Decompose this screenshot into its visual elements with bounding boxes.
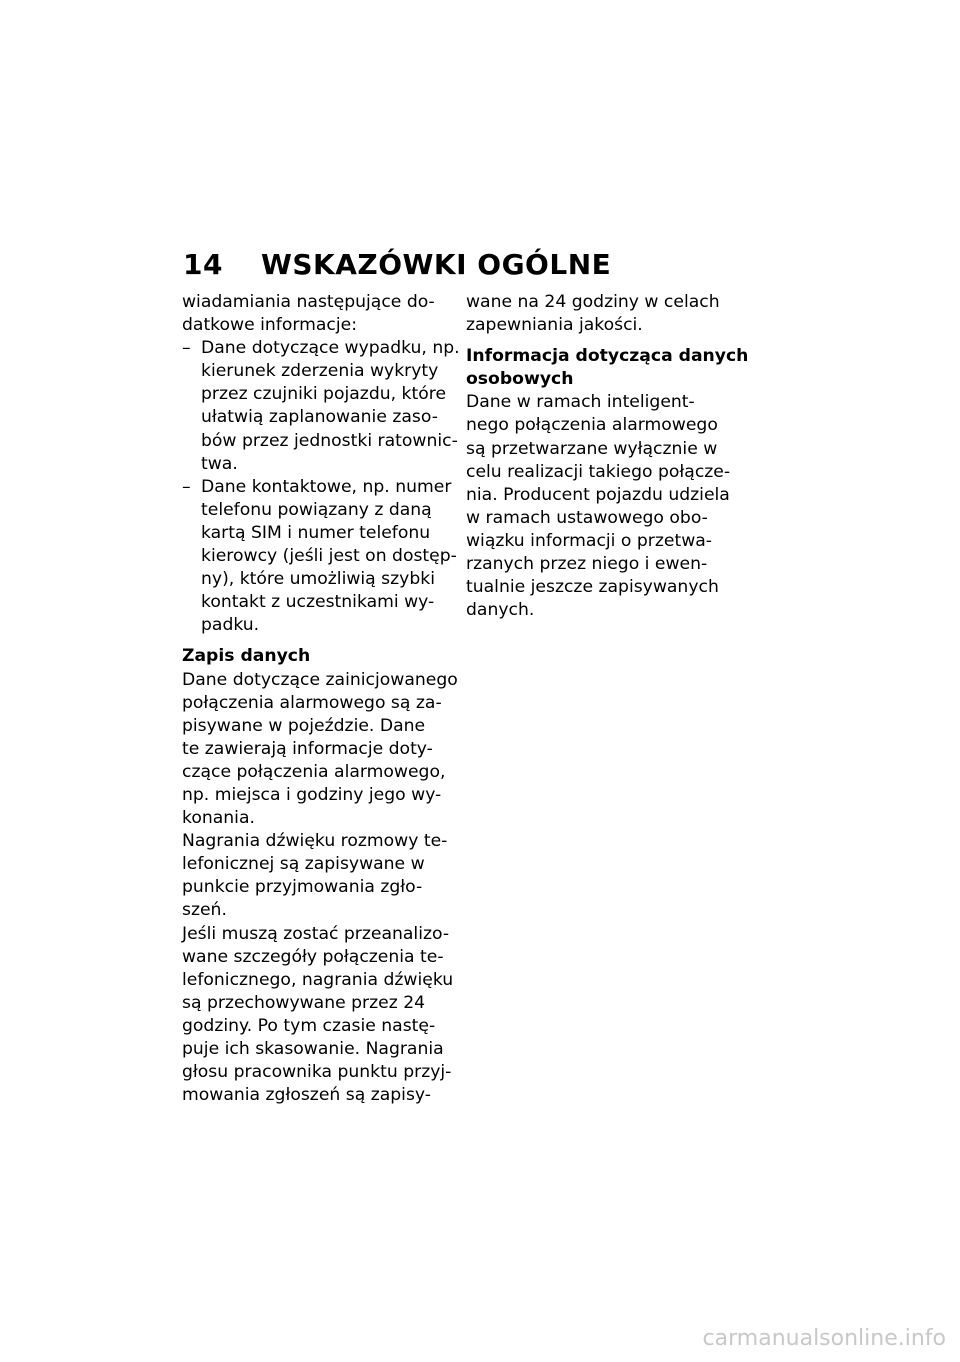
text-line: kartą SIM i numer telefonu [201, 522, 431, 543]
paragraph-personal-data [466, 391, 738, 622]
heading-personal-data-cont: osobowych [466, 369, 574, 390]
text-line: nego połączenia alarmowego [466, 415, 718, 436]
text-line: Dane kontaktowe, np. numer [201, 476, 452, 497]
right-column [466, 291, 749, 622]
text-line: telefonu powiązany z daną [201, 499, 432, 520]
bullet-item-accident-data [182, 337, 460, 476]
text-line: mowania zgłoszeń są zapisy- [182, 1085, 431, 1106]
dash-bullet: – [182, 338, 191, 359]
text-line: danych. [466, 600, 535, 621]
bullet-item-contact-data [182, 476, 457, 638]
text-line: Jeśli muszą zostać przeanalizo- [182, 923, 450, 944]
text-line: lefonicznej są zapisywane w [182, 854, 425, 875]
text-line: padku. [201, 615, 260, 636]
text-line: wiązku informacji o przetwa- [466, 530, 712, 551]
heading-zapis-danych: Zapis danych [182, 646, 311, 667]
text-line: głosu pracownika punktu przyj- [182, 1062, 452, 1083]
text-line: nia. Producent pojazdu udziela [466, 484, 730, 505]
text-line: kierowcy (jeśli jest on dostęp- [201, 546, 457, 567]
text-line: twa. [201, 453, 238, 474]
text-line: kierunek zderzenia wykryty [201, 361, 439, 382]
text-line: ny), które umożliwią szybki [201, 569, 435, 590]
paragraph-call-data [182, 669, 458, 831]
text-line: tualnie jeszcze zapisywanych [466, 577, 719, 598]
text-line: Dane dotyczące wypadku, np. [201, 338, 460, 359]
text-line: Nagrania dźwięku rozmowy te- [182, 831, 448, 852]
text-line: bów przez jednostki ratownic- [201, 430, 458, 451]
text-line: wiadamiania następujące do- [182, 292, 435, 312]
text-line: puje ich skasowanie. Nagrania [182, 1039, 444, 1059]
heading-personal-data: Informacja dotycząca danych [466, 346, 749, 367]
text-line: punkcie przyjmowania zgło- [182, 877, 423, 898]
text-line: Dane dotyczące zainicjowanego [182, 669, 458, 690]
page-header [183, 244, 611, 284]
text-line: wane szczegóły połączenia te- [182, 946, 444, 967]
page-number: 14 [183, 247, 223, 281]
watermark: carmanualsonline.info [702, 1326, 946, 1351]
text-line: szeń. [182, 900, 227, 921]
text-line: te zawierają informacje doty- [182, 738, 433, 759]
text-line: czące połączenia alarmowego, [182, 761, 446, 782]
text-line: konania. [182, 808, 255, 829]
text-line: datkowe informacje: [182, 315, 357, 336]
text-line: zapewniania jakości. [466, 315, 643, 336]
text-line: np. miejsca i godziny jego wy- [182, 784, 442, 805]
text-line: lefonicznego, nagrania dźwięku [182, 969, 454, 990]
text-line: w ramach ustawowego obo- [466, 507, 708, 528]
text-line: są przetwarzane wyłącznie w [466, 438, 718, 459]
section-title: WSKAZÓWKI OGÓLNE [261, 247, 612, 281]
text-line: są przechowywane przez 24 [182, 992, 426, 1013]
text-line: celu realizacji takiego połącze- [466, 461, 731, 482]
left-column [182, 291, 460, 1107]
text-line: wane na 24 godziny w celach [466, 292, 720, 312]
text-line: przez czujniki pojazdu, które [201, 384, 447, 405]
dash-bullet: – [182, 476, 191, 497]
text-line: rzanych przez niego i ewen- [466, 554, 708, 575]
text-line: połączenia alarmowego są za- [182, 692, 442, 713]
text-line: godziny. Po tym czasie nastę- [182, 1015, 436, 1036]
paragraph-recordings [182, 830, 454, 922]
paragraph-analysis [182, 923, 454, 1108]
text-line: Dane w ramach inteligent- [466, 392, 695, 413]
text-line: pisywane w pojeździe. Dane [182, 715, 426, 736]
text-line: kontakt z uczestnikami wy- [201, 592, 435, 613]
text-line: ułatwią zaplanowanie zaso- [201, 407, 438, 428]
